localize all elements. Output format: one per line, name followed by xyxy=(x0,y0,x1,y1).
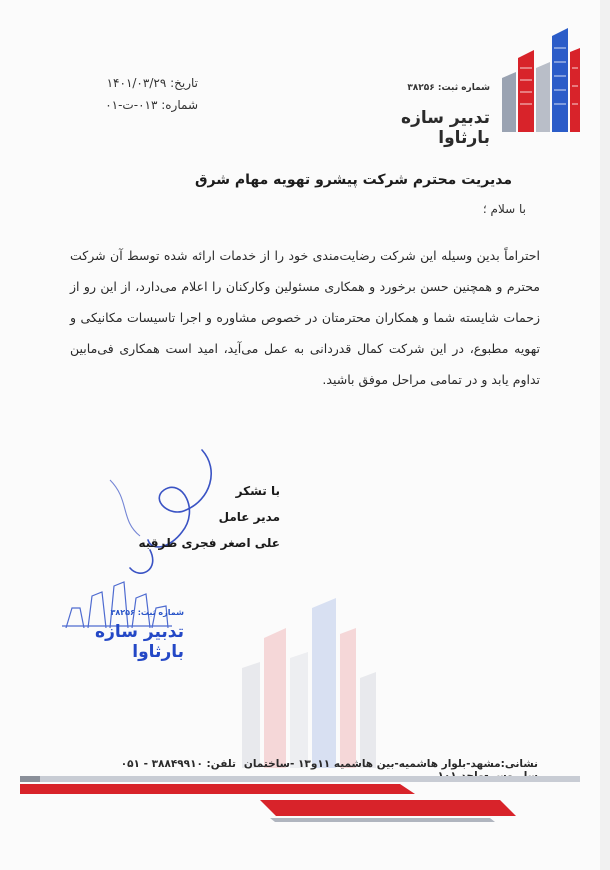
buildings-logo-icon xyxy=(494,28,582,132)
footer-phone: تلفن: ۳۸۸۴۹۹۱۰ - ۰۵۱ xyxy=(120,758,236,770)
page-edge xyxy=(600,0,610,870)
footer-stripes xyxy=(20,776,580,826)
signature-block xyxy=(120,478,280,556)
company-stamp xyxy=(44,578,184,673)
letter-meta xyxy=(78,72,198,116)
signature-name: علی اصغر فجری طرقبه xyxy=(138,536,280,550)
header-company-name: تدبیر سازه بارثاوا xyxy=(401,108,490,148)
letter-body: احتراماً بدین وسیله این شرکت رضایت‌مندی خود را از خدمات ارائه شده توسط آن شرکت محترم و همچنین حسن برخورد و همکاری مسئولین وکارکنان را اعلام می‌دارد، از این رو از زحمات شایسته شما و همکاران محترمتان در خصوص مشاوره و اجرا تاسیسات مکانیکی و تهویه مطبوع، در این شرکت کمال قدردانی به عمل می‌آید، امید است همکاری فی‌مابین تداوم یابد و در تمامی مراحل موفق باشید. xyxy=(70,248,540,387)
company-logo xyxy=(352,28,582,148)
recipient: مدیریت محترم شرکت پیشرو تهویه مهام شرق xyxy=(195,172,512,188)
header-registration: شماره ثبت: ۳۸۲۵۶ xyxy=(407,83,490,93)
watermark-buildings-icon xyxy=(232,598,382,768)
stamp-buildings-icon xyxy=(62,578,172,628)
stamp-registration: شماره ثبت: ۳۸۲۵۶ xyxy=(110,608,184,617)
letter-date: تاریخ: ۱۴۰۱/۰۳/۲۹ xyxy=(106,76,198,90)
signature-closing: با تشکر xyxy=(235,484,280,498)
signature-title: مدیر عامل xyxy=(218,510,280,524)
letter-number: شماره: ۰۱۳-ت-۰۱ xyxy=(105,98,198,112)
greeting: با سلام ؛ xyxy=(482,202,526,216)
footer-address: نشانی:مشهد-بلوار هاشمیه-بین هاشمیه ۱۱و۱۳ -ساختمان xyxy=(243,758,538,770)
stamp-company-name: تدبیر سازه بارثاوا xyxy=(95,622,184,662)
